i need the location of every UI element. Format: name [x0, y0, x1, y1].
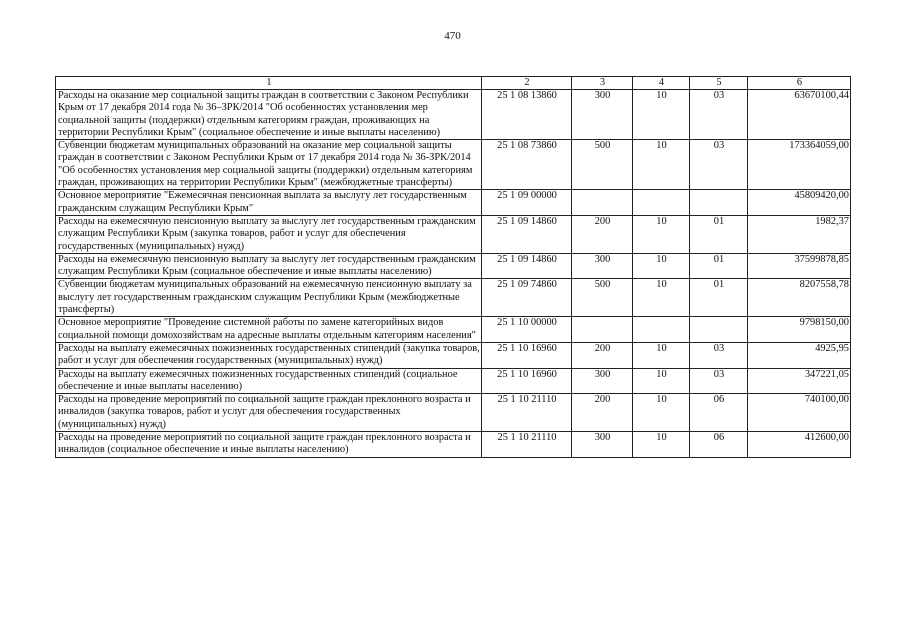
- header-col-6: 6: [748, 77, 851, 90]
- row-code: 25 1 09 14860: [482, 215, 572, 253]
- row-col3: 200: [572, 342, 633, 368]
- header-col-4: 4: [633, 77, 690, 90]
- row-col3: [572, 317, 633, 343]
- row-code: 25 1 10 16960: [482, 368, 572, 394]
- row-amount: 45809420,00: [748, 190, 851, 216]
- row-col4: [633, 317, 690, 343]
- row-code: 25 1 08 13860: [482, 90, 572, 140]
- row-col4: 10: [633, 342, 690, 368]
- row-col5: 03: [690, 90, 748, 140]
- row-col5: [690, 190, 748, 216]
- row-col4: 10: [633, 253, 690, 279]
- row-code: 25 1 10 21110: [482, 432, 572, 458]
- row-col3: [572, 190, 633, 216]
- header-col-1: 1: [56, 77, 482, 90]
- row-code: 25 1 10 21110: [482, 394, 572, 432]
- row-name: Основное мероприятие "Проведение системной работы по замене категорийных видов социальной помощи домохозяйствам на адресные выплаты отдельным категориям населения": [56, 317, 482, 343]
- row-col5: 03: [690, 342, 748, 368]
- row-amount: 347221,05: [748, 368, 851, 394]
- row-col3: 300: [572, 90, 633, 140]
- row-name: Субвенции бюджетам муниципальных образований на ежемесячную пенсионную выплату за выслугу лет государственным гражданским служащим Республики Крым (межбюджетные трансферты): [56, 279, 482, 317]
- table-row: [56, 342, 851, 368]
- row-col4: 10: [633, 140, 690, 190]
- row-col5: 01: [690, 253, 748, 279]
- row-col4: 10: [633, 394, 690, 432]
- table-row: [56, 90, 851, 140]
- row-col3: 200: [572, 394, 633, 432]
- row-col4: [633, 190, 690, 216]
- row-col3: 200: [572, 215, 633, 253]
- row-amount: 63670100,44: [748, 90, 851, 140]
- row-amount: 412600,00: [748, 432, 851, 458]
- row-amount: 9798150,00: [748, 317, 851, 343]
- budget-table: [55, 76, 851, 458]
- table-row: [56, 368, 851, 394]
- row-col4: 10: [633, 215, 690, 253]
- row-name: Расходы на оказание мер социальной защиты граждан в соответствии с Законом Республики Крым от 17 декабря 2014 года № 36–ЗРК/2014 "Об особенностях установления мер социальной защиты (поддержки) отдельным категориям граждан, проживающих на территории Республики Крым" (социальное обеспечение и иные выплаты населению): [56, 90, 482, 140]
- row-code: 25 1 08 73860: [482, 140, 572, 190]
- table-row: [56, 394, 851, 432]
- header-col-2: 2: [482, 77, 572, 90]
- row-col3: 500: [572, 279, 633, 317]
- row-amount: 4925,95: [748, 342, 851, 368]
- row-amount: 173364059,00: [748, 140, 851, 190]
- row-col4: 10: [633, 432, 690, 458]
- table-row: [56, 317, 851, 343]
- row-col5: 06: [690, 432, 748, 458]
- row-amount: 8207558,78: [748, 279, 851, 317]
- row-col4: 10: [633, 279, 690, 317]
- row-code: 25 1 10 16960: [482, 342, 572, 368]
- row-col5: 06: [690, 394, 748, 432]
- row-col4: 10: [633, 368, 690, 394]
- row-name: Субвенции бюджетам муниципальных образований на оказание мер социальной защиты граждан в соответствии с Законом Республики Крым от 17 декабря 2014 года № 36-ЗРК/2014 "Об особенностях установления мер социальной защиты (поддержки) отдельным категориям граждан, проживающих на территории Республики Крым" (межбюджетные трансферты): [56, 140, 482, 190]
- row-col3: 300: [572, 253, 633, 279]
- row-col5: 01: [690, 215, 748, 253]
- row-name: Расходы на выплату ежемесячных пожизненных государственных стипендий (закупка товаров, работ и услуг для обеспечения государственных (муниципальных) нужд): [56, 342, 482, 368]
- row-col5: 01: [690, 279, 748, 317]
- row-code: 25 1 09 74860: [482, 279, 572, 317]
- header-col-3: 3: [572, 77, 633, 90]
- row-col5: [690, 317, 748, 343]
- header-col-5: 5: [690, 77, 748, 90]
- row-name: Расходы на проведение мероприятий по социальной защите граждан преклонного возраста и инвалидов (социальное обеспечение и иные выплаты населению): [56, 432, 482, 458]
- row-name: Расходы на проведение мероприятий по социальной защите граждан преклонного возраста и инвалидов (закупка товаров, работ и услуг для обеспечения государственных (муниципальных) нужд): [56, 394, 482, 432]
- page-number: 470: [444, 30, 461, 42]
- table-row: [56, 215, 851, 253]
- row-name: Расходы на ежемесячную пенсионную выплату за выслугу лет государственным гражданским служащим Республики Крым (закупка товаров, работ и услуг для обеспечения государственных (муниципальных) нужд): [56, 215, 482, 253]
- row-code: 25 1 09 00000: [482, 190, 572, 216]
- table-row: [56, 432, 851, 458]
- row-code: 25 1 10 00000: [482, 317, 572, 343]
- table-row: [56, 190, 851, 216]
- row-name: Основное мероприятие "Ежемесячная пенсионная выплата за выслугу лет государственным гражданским служащим Республики Крым": [56, 190, 482, 216]
- header-row: [56, 77, 851, 90]
- row-code: 25 1 09 14860: [482, 253, 572, 279]
- row-col3: 500: [572, 140, 633, 190]
- row-amount: 1982,37: [748, 215, 851, 253]
- row-amount: 37599878,85: [748, 253, 851, 279]
- table-row: [56, 279, 851, 317]
- row-col3: 300: [572, 432, 633, 458]
- row-name: Расходы на выплату ежемесячных пожизненных государственных стипендий (социальное обеспечение и иные выплаты населению): [56, 368, 482, 394]
- row-col4: 10: [633, 90, 690, 140]
- table-row: [56, 140, 851, 190]
- row-col5: 03: [690, 140, 748, 190]
- row-col3: 300: [572, 368, 633, 394]
- row-name: Расходы на ежемесячную пенсионную выплату за выслугу лет государственным гражданским служащим Республики Крым (социальное обеспечение и иные выплаты населению): [56, 253, 482, 279]
- table-row: [56, 253, 851, 279]
- row-col5: 03: [690, 368, 748, 394]
- row-amount: 740100,00: [748, 394, 851, 432]
